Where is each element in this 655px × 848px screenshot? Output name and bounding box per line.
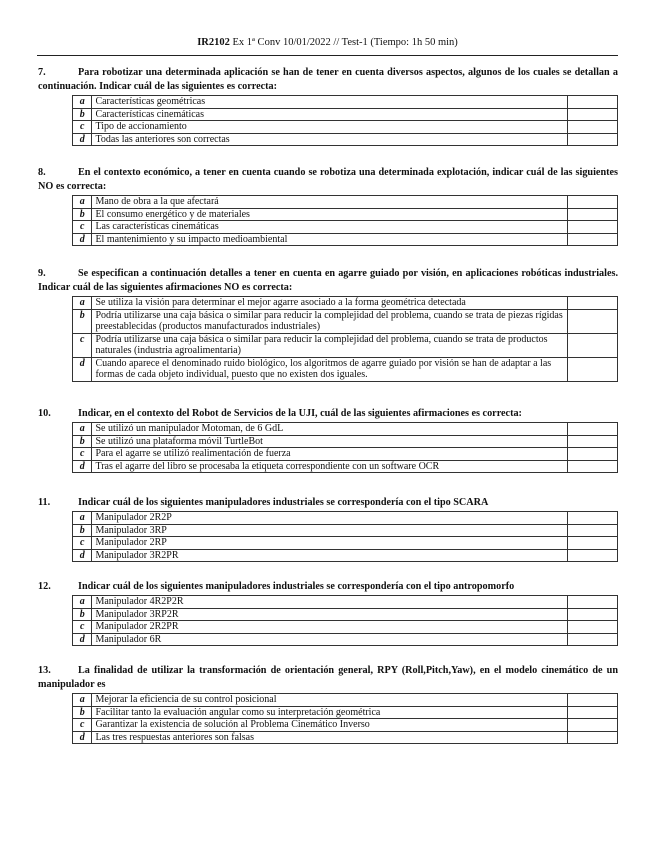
option-row xyxy=(73,196,618,209)
option-row xyxy=(73,309,618,333)
answer-box[interactable] xyxy=(567,133,617,146)
option-letter: c xyxy=(73,121,92,134)
option-text: Manipulador 2R2PR xyxy=(92,621,567,634)
option-text: Se utiliza la visión para determinar el mejor agarre asociado a la forma geométrica detectada xyxy=(92,297,567,310)
answer-box[interactable] xyxy=(567,435,617,448)
answer-box[interactable] xyxy=(567,423,617,436)
option-text: Manipulador 4R2P2R xyxy=(92,596,567,609)
exam-info: Ex 1ª Conv 10/01/2022 // Test-1 (Tiempo: 1h 50 min) xyxy=(229,37,458,48)
option-text: Facilitar tanto la evaluación angular como su interpretación geométrica xyxy=(92,706,567,719)
option-row xyxy=(73,596,618,609)
option-text: Las características cinemáticas xyxy=(92,221,567,234)
answer-box[interactable] xyxy=(567,309,617,333)
answer-box[interactable] xyxy=(567,221,617,234)
option-row xyxy=(73,108,618,121)
question-number: 12. xyxy=(38,581,51,592)
question-statement: Indicar cuál de los siguientes manipuladores industriales se correspondería con el tipo SCARA xyxy=(78,497,489,508)
question-number: 9. xyxy=(38,268,46,279)
answer-box[interactable] xyxy=(567,333,617,357)
question-statement: La finalidad de utilizar la transformación de orientación general, RPY (Roll,Pitch,Yaw), en el modelo cinemático de un manipulador es xyxy=(38,665,618,690)
option-row xyxy=(73,512,618,525)
question-block xyxy=(38,496,618,562)
answer-box[interactable] xyxy=(567,706,617,719)
question-statement: Indicar cuál de los siguientes manipuladores industriales se correspondería con el tipo antropomorfo xyxy=(78,581,515,592)
option-letter: b xyxy=(73,608,92,621)
option-letter: a xyxy=(73,596,92,609)
option-row xyxy=(73,460,618,473)
question-text xyxy=(38,580,618,594)
question-text xyxy=(38,496,618,510)
option-text: El mantenimiento y su impacto medioambiental xyxy=(92,233,567,246)
question-statement: En el contexto económico, a tener en cuenta cuando se robotiza una determinada explotación, indicar cuál de las siguientes NO es correcta: xyxy=(38,167,618,192)
question-statement: Indicar, en el contexto del Robot de Servicios de la UJI, cuál de las siguientes afirmaciones es correcta: xyxy=(78,408,522,419)
options-table xyxy=(72,693,618,744)
options-table xyxy=(72,296,618,382)
option-text: Manipulador 2RP xyxy=(92,537,567,550)
question-block xyxy=(38,580,618,646)
option-row xyxy=(73,694,618,707)
option-letter: b xyxy=(73,435,92,448)
option-row xyxy=(73,448,618,461)
question-number: 11. xyxy=(38,497,51,508)
option-letter: a xyxy=(73,512,92,525)
option-letter: d xyxy=(73,233,92,246)
question-statement: Para robotizar una determinada aplicación se han de tener en cuenta diversos aspectos, algunos de los cuales se detallan a continuación. Indicar cuál de las siguientes es correcta: xyxy=(38,67,618,92)
option-text: Podría utilizarse una caja básica o similar para reducir la complejidad del problema, cuando se trata de piezas rígidas preestablecidas (productos manufacturados industriales) xyxy=(92,309,567,333)
option-row xyxy=(73,96,618,109)
option-letter: d xyxy=(73,549,92,562)
answer-box[interactable] xyxy=(567,633,617,646)
course-code: IR2102 xyxy=(197,37,230,48)
option-row xyxy=(73,621,618,634)
option-row xyxy=(73,423,618,436)
option-row xyxy=(73,121,618,134)
question-number: 13. xyxy=(38,665,51,676)
option-letter: c xyxy=(73,537,92,550)
option-letter: d xyxy=(73,133,92,146)
answer-box[interactable] xyxy=(567,524,617,537)
option-text: Manipulador 3R2PR xyxy=(92,549,567,562)
answer-box[interactable] xyxy=(567,596,617,609)
option-letter: c xyxy=(73,333,92,357)
option-letter: c xyxy=(73,621,92,634)
option-row xyxy=(73,537,618,550)
answer-box[interactable] xyxy=(567,537,617,550)
option-text: Manipulador 2R2P xyxy=(92,512,567,525)
options-table xyxy=(72,422,618,473)
option-text: Garantizar la existencia de solución al Problema Cinemático Inverso xyxy=(92,719,567,732)
option-letter: d xyxy=(73,633,92,646)
option-letter: b xyxy=(73,208,92,221)
option-text: Tipo de accionamiento xyxy=(92,121,567,134)
answer-box[interactable] xyxy=(567,357,617,381)
option-text: Las tres respuestas anteriores son falsas xyxy=(92,731,567,744)
option-letter: a xyxy=(73,196,92,209)
option-text: Manipulador 3RP xyxy=(92,524,567,537)
option-text: Se utilizó un manipulador Motoman, de 6 GdL xyxy=(92,423,567,436)
options-table xyxy=(72,95,618,146)
option-row xyxy=(73,524,618,537)
answer-box[interactable] xyxy=(567,96,617,109)
option-row xyxy=(73,633,618,646)
option-letter: a xyxy=(73,423,92,436)
options-table xyxy=(72,511,618,562)
option-row xyxy=(73,357,618,381)
option-row xyxy=(73,233,618,246)
option-letter: d xyxy=(73,731,92,744)
answer-box[interactable] xyxy=(567,694,617,707)
question-text xyxy=(38,166,618,194)
question-text xyxy=(38,267,618,295)
option-row xyxy=(73,435,618,448)
answer-box[interactable] xyxy=(567,121,617,134)
answer-box[interactable] xyxy=(567,621,617,634)
answer-box[interactable] xyxy=(567,208,617,221)
answer-box[interactable] xyxy=(567,549,617,562)
option-letter: c xyxy=(73,221,92,234)
option-letter: a xyxy=(73,694,92,707)
option-row xyxy=(73,297,618,310)
header-divider xyxy=(37,55,618,56)
option-letter: b xyxy=(73,706,92,719)
option-row xyxy=(73,208,618,221)
option-text: Mano de obra a la que afectará xyxy=(92,196,567,209)
answer-box[interactable] xyxy=(567,512,617,525)
options-table xyxy=(72,595,618,646)
option-letter: d xyxy=(73,357,92,381)
option-row xyxy=(73,221,618,234)
question-number: 8. xyxy=(38,167,46,178)
option-text: Mejorar la eficiencia de su control posicional xyxy=(92,694,567,707)
option-text: Manipulador 3RP2R xyxy=(92,608,567,621)
option-text: Todas las anteriores son correctas xyxy=(92,133,567,146)
answer-box[interactable] xyxy=(567,719,617,732)
option-letter: c xyxy=(73,448,92,461)
option-row xyxy=(73,549,618,562)
option-text: Características cinemáticas xyxy=(92,108,567,121)
answer-box[interactable] xyxy=(567,460,617,473)
question-block xyxy=(38,166,618,246)
answer-box[interactable] xyxy=(567,731,617,744)
option-text: El consumo energético y de materiales xyxy=(92,208,567,221)
question-text xyxy=(38,407,618,421)
option-row xyxy=(73,706,618,719)
answer-box[interactable] xyxy=(567,108,617,121)
option-row xyxy=(73,133,618,146)
question-text xyxy=(38,66,618,94)
option-text: Manipulador 6R xyxy=(92,633,567,646)
option-letter: b xyxy=(73,524,92,537)
answer-box[interactable] xyxy=(567,448,617,461)
option-text: Tras el agarre del libro se procesaba la etiqueta correspondiente con un software OCR xyxy=(92,460,567,473)
page-header xyxy=(0,37,655,48)
option-row xyxy=(73,333,618,357)
question-statement: Se especifican a continuación detalles a tener en cuenta en agarre guiado por visión, en aplicaciones robóticas industriales. Indicar cuál de las siguientes afirmaciones NO es correcta: xyxy=(38,268,618,293)
option-text: Características geométricas xyxy=(92,96,567,109)
option-letter: b xyxy=(73,108,92,121)
question-block xyxy=(38,407,618,473)
option-row xyxy=(73,719,618,732)
question-block xyxy=(38,664,618,744)
option-letter: a xyxy=(73,96,92,109)
option-letter: b xyxy=(73,309,92,333)
options-table xyxy=(72,195,618,246)
question-number: 10. xyxy=(38,408,51,419)
option-letter: a xyxy=(73,297,92,310)
question-block xyxy=(38,267,618,382)
answer-box[interactable] xyxy=(567,233,617,246)
answer-box[interactable] xyxy=(567,297,617,310)
option-text: Se utilizó una plataforma móvil TurtleBot xyxy=(92,435,567,448)
option-letter: d xyxy=(73,460,92,473)
option-row xyxy=(73,608,618,621)
option-text: Podría utilizarse una caja básica o similar para reducir la complejidad del problema, cuando se trata de productos naturales (industria agroalimentaria) xyxy=(92,333,567,357)
question-text xyxy=(38,664,618,692)
option-text: Para el agarre se utilizó realimentación de fuerza xyxy=(92,448,567,461)
answer-box[interactable] xyxy=(567,196,617,209)
option-letter: c xyxy=(73,719,92,732)
answer-box[interactable] xyxy=(567,608,617,621)
option-row xyxy=(73,731,618,744)
question-number: 7. xyxy=(38,67,46,78)
option-text: Cuando aparece el denominado ruido biológico, los algoritmos de agarre guiado por visión se han de adaptar a las formas de cada objeto individual, puesto que no existen dos iguales. xyxy=(92,357,567,381)
question-block xyxy=(38,66,618,146)
